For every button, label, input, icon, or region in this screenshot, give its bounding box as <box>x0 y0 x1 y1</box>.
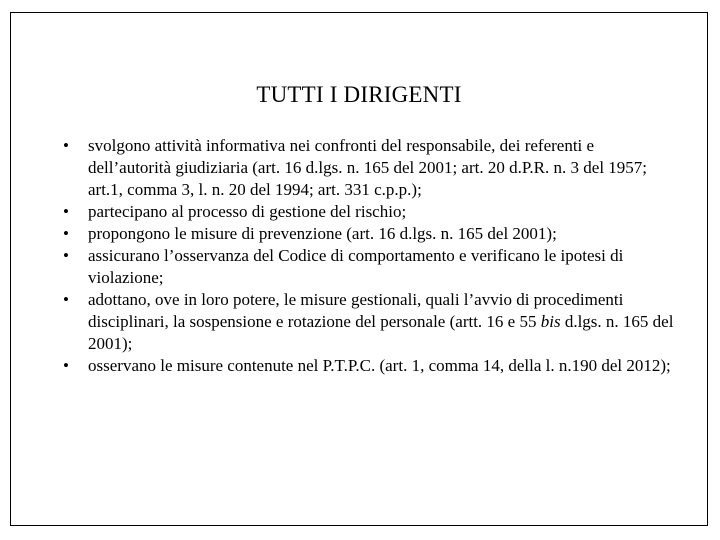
list-item <box>59 245 679 289</box>
bullet-icon: • <box>63 246 69 265</box>
list-item <box>59 289 679 355</box>
bullet-icon: • <box>63 224 69 243</box>
list-item <box>59 355 679 377</box>
list-item-text: assicurano l’osservanza del Codice di comportamento e verificano le ipotesi di violazione; <box>88 246 624 287</box>
bullet-list <box>59 135 679 377</box>
list-item <box>59 201 679 223</box>
list-item-italic-text: bis <box>540 312 561 331</box>
list-item-text: propongono le misure di prevenzione (art. 16 d.lgs. n. 165 del 2001); <box>88 224 557 243</box>
slide <box>10 12 708 526</box>
list-item <box>59 135 679 201</box>
bullet-icon: • <box>63 136 69 155</box>
bullet-icon: • <box>63 202 69 221</box>
slide-title: TUTTI I DIRIGENTI <box>256 82 462 107</box>
bullet-icon: • <box>63 290 69 309</box>
list-item-text: svolgono attività informativa nei confronti del responsabile, dei referenti e dell’autorità giudiziaria (art. 16 d.lgs. n. 165 del 2001; art. 20 d.P.R. n. 3 del 1957; art.1, comma 3, l. n. 20 del 1994; art. 331 c.p.p.); <box>88 136 648 199</box>
list-item-text-after: d.lgs. n. 165 del 2001); <box>88 312 674 353</box>
list-item-text: osservano le misure contenute nel P.T.P.C. (art. 1, comma 14, della l. n.190 del 2012); <box>88 356 671 375</box>
list-item-text: partecipano al processo di gestione del rischio; <box>88 202 407 221</box>
list-item <box>59 223 679 245</box>
bullet-icon: • <box>63 356 69 375</box>
list-item-text: adottano, ove in loro potere, le misure gestionali, quali l’avvio di procedimenti disciplinari, la sospensione e rotazione del personale (artt. 16 e 55 <box>88 290 624 331</box>
